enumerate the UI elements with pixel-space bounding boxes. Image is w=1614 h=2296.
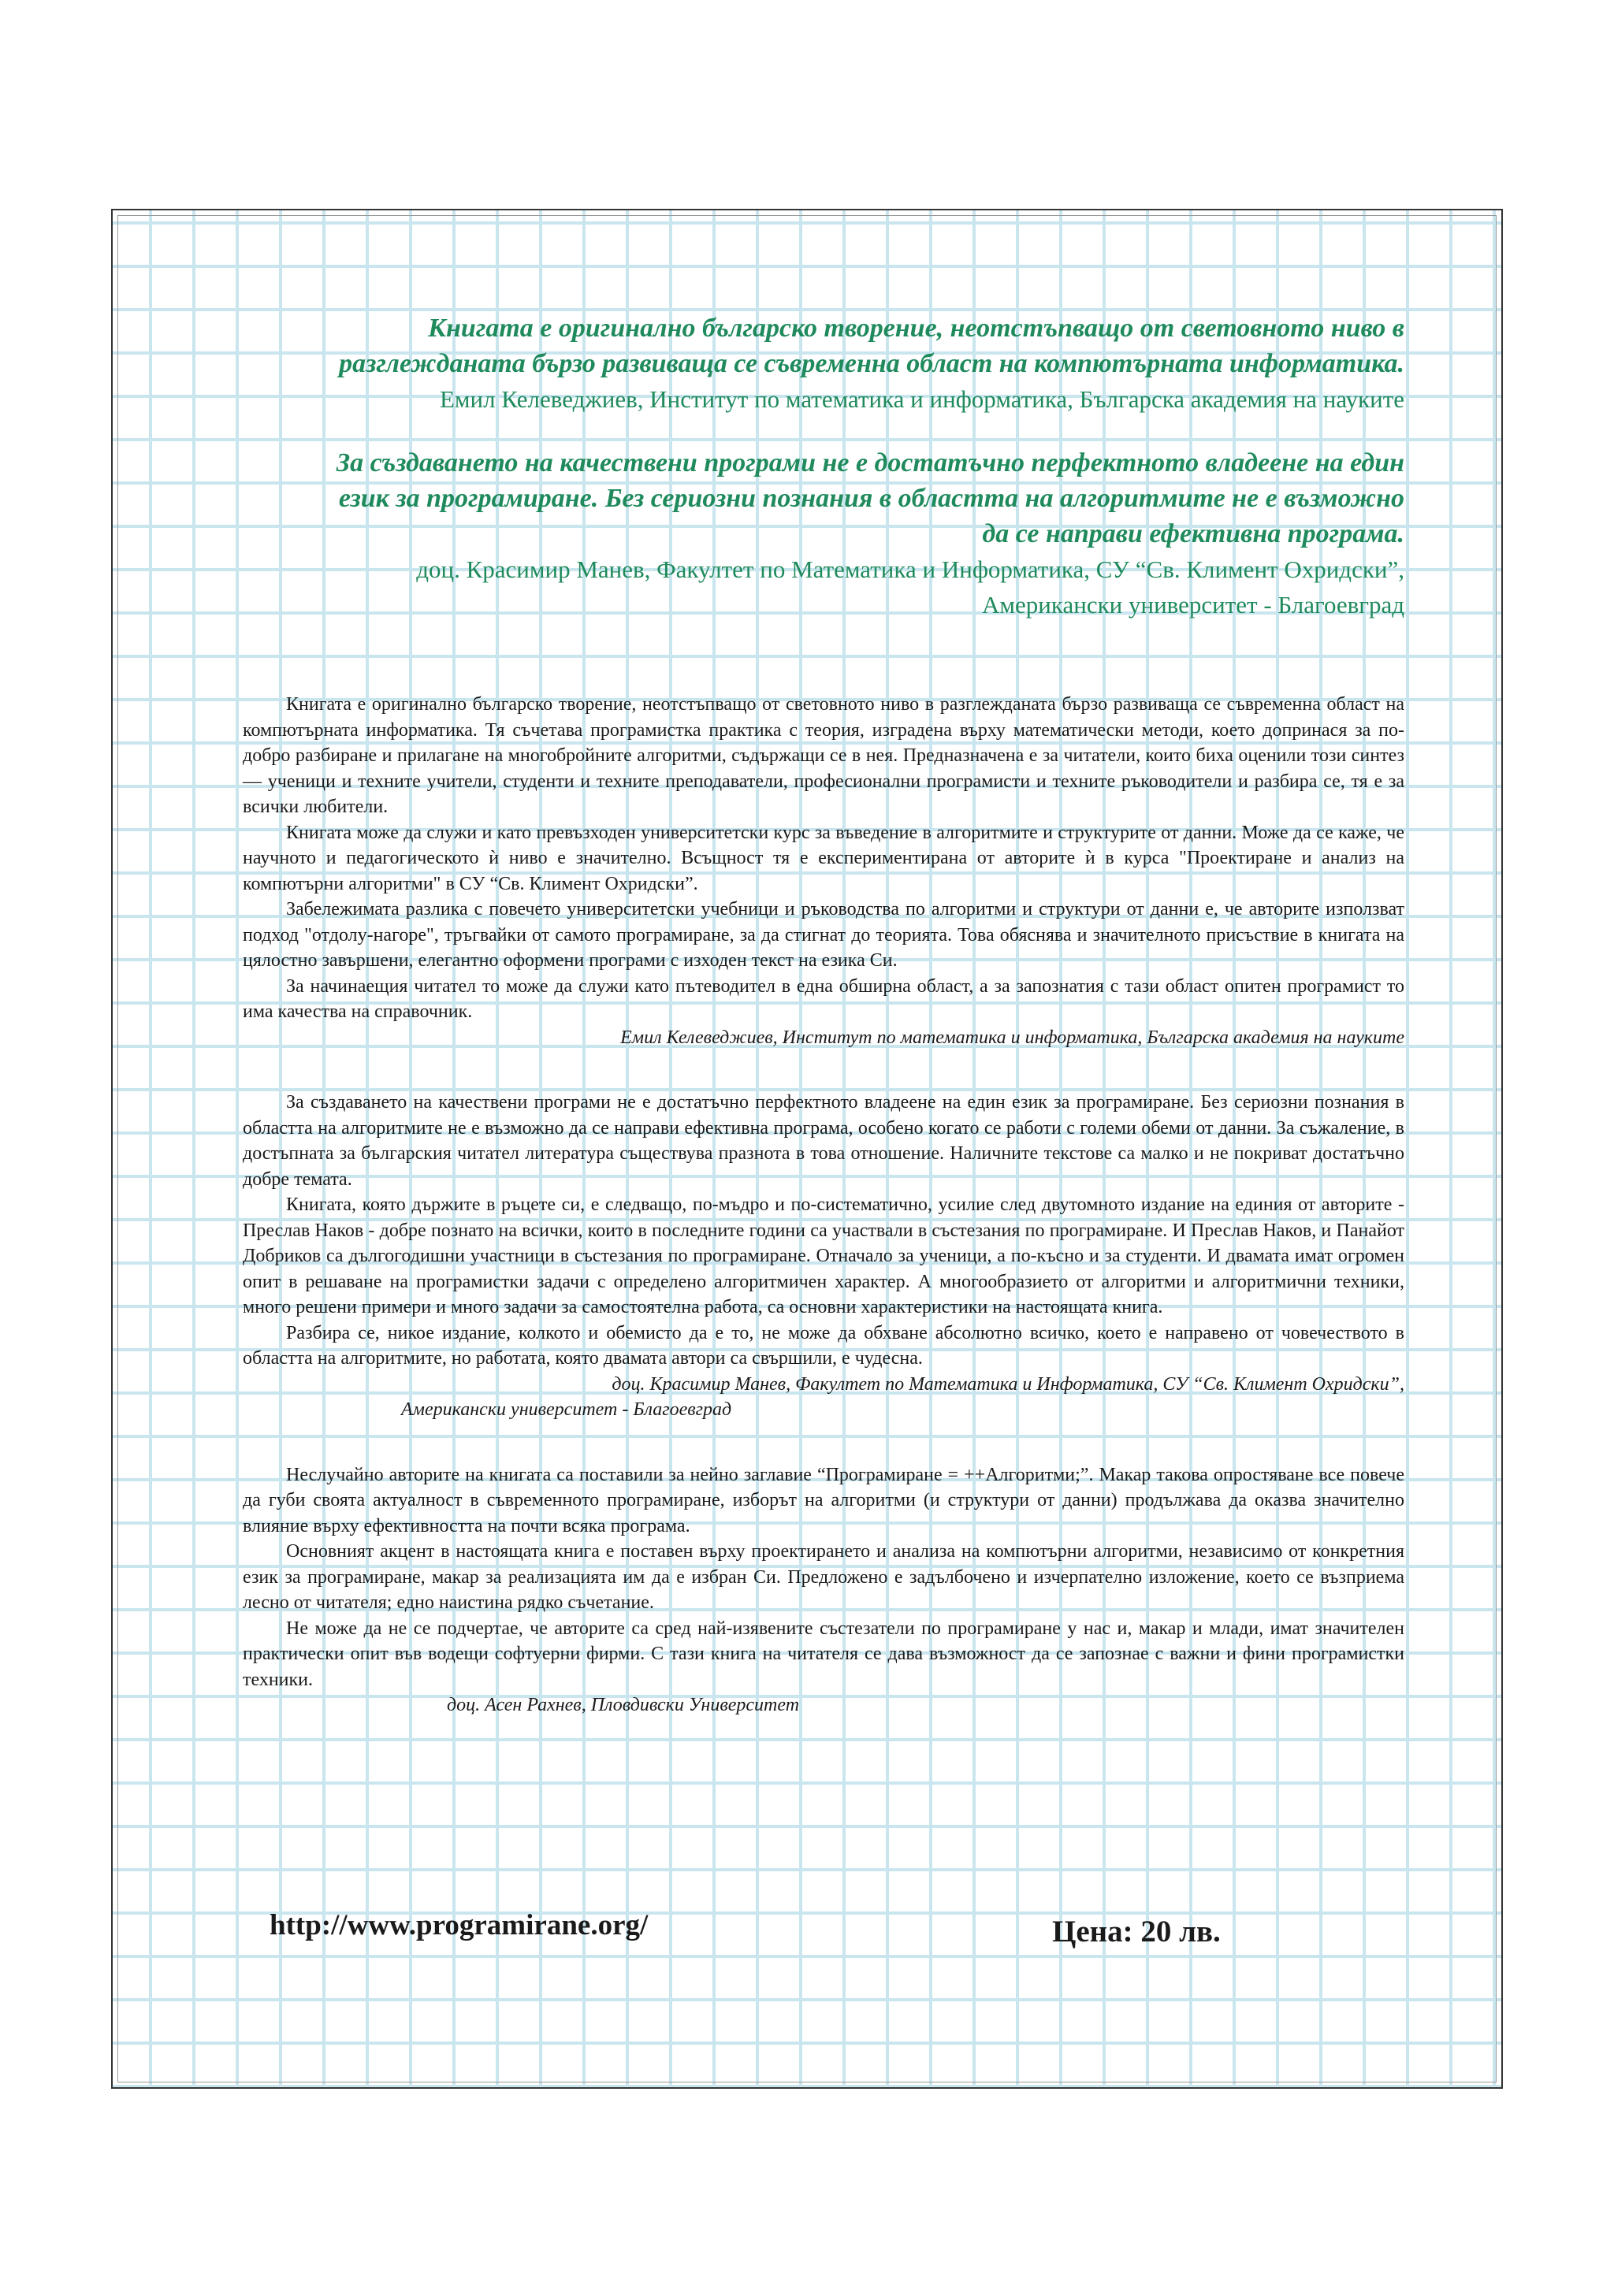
- review-paragraph: Основният акцент в настоящата книга е поставен върху проектирането и анализа на компютърни алгоритми, независимо от конкретния език за програмиране, макар за реализацията им да е избран Си. Предложено е задълбочено и изчерпателно изложение, което се възприема лесно от читателя; едно наистина рядко съчетание.: [243, 1541, 1404, 1613]
- review-paragraph: За начинаещия читател то може да служи като пътеводител в една обширна област, а за запознатия с тази област опитен програмист то има качества на справочник.: [243, 975, 1404, 1022]
- review-1: [243, 692, 1404, 1050]
- cover-content: [243, 310, 1404, 1718]
- review-signature: доц. Красимир Манев, Факултет по Математика и Информатика, СУ “Св. Климент Охридски”,: [612, 1373, 1404, 1395]
- review-paragraph: За създаването на качествени програми не е достатъчно перфектното владеене на един език за програмиране. Без сериозни познания в областта на алгоритмите не е възможно да се направи ефективна програма, особено когато се работи с големи обеми от данни. За съжаление, в достъпната за българския читател литература съществува празнота в това отношение. Наличните текстове са малко и не покриват достатъчно добре темата.: [243, 1092, 1404, 1190]
- review-paragraph: Забележимата разлика с повечето университетски учебници и ръководства по алгоритми и структури от данни е, че авторите използват подход "отдолу-нагоре", тръгвайки от самото програмиране, за да стигнат до теорията. Това обяснява и значителното присъствие в книгата на цялостно завършени, елегантно оформени програми с изходен текст на езика Си.: [243, 899, 1404, 971]
- quote-author: доц. Красимир Манев, Факултет по Математика и Информатика, СУ “Св. Климент Охридски”,: [416, 555, 1404, 583]
- review-2: [243, 1090, 1404, 1423]
- review-signature: доц. Асен Рахнев, Пловдивски Университет: [447, 1695, 800, 1715]
- review-3: [243, 1462, 1404, 1718]
- quote-author: Емил Келеведжиев, Институт по математика и информатика, Българска академия на науките: [439, 385, 1404, 413]
- quote-line: език за програмиране. Без сериозни познания в областта на алгоритмите не е възможно: [338, 484, 1404, 513]
- review-paragraph: Книгата е оригинално българско творение, неотстъпващо от световното ниво в разглежданата бързо развиваща се съвременна област на компютърната информатика. Тя съчетава програмистка практика с теория, изградена върху математически методи, което допринася за по-добро разбиране и прилагане на многобройните алгоритми, съдържащи се в нея. Предназначена е за читатели, които биха оценили този синтез — ученици и техните учители, студенти и техните преподаватели, професионални програмисти и техните ръководители и разбира се, тя е за всички любители.: [243, 694, 1404, 817]
- praise-quote-2: [243, 445, 1404, 622]
- quote-line: разглежданата бързо развиваща се съвременна област на компютърната информатика.: [339, 349, 1404, 378]
- quote-line: За създаването на качествени програми не е достатъчно перфектното владеене на един: [336, 448, 1404, 477]
- review-signature: Американски университет - Благоевград: [401, 1399, 732, 1420]
- review-paragraph: Неслучайно авторите на книгата са поставили за нейно заглавие “Програмиране = ++Алгоритми;”. Макар такова опростяване все повече да губи своята актуалност в съвременното програмиране, изборът на алгоритми (и структури от данни) продължава да оказва значително влияние върху ефективността на почти всяка програма.: [243, 1464, 1404, 1536]
- review-paragraph: Книгата може да служи и като превъзходен университетски курс за въведение в алгоритмите и структурите от данни. Може да се каже, че научното и педагогическото ѝ ниво е значително. Всъщност тя е експериментирана от авторите ѝ в курса "Проектиране и анализ на компютърни алгоритми" в СУ “Св. Климент Охридски”.: [243, 822, 1404, 894]
- website-url: http://www.programirane.org/: [270, 1909, 649, 1941]
- quote-line: Книгата е оригинално българско творение, неотстъпващо от световното ниво в: [427, 314, 1404, 343]
- quote-author: Американски университет - Благоевград: [982, 591, 1404, 619]
- back-cover-sheet: [111, 209, 1503, 2089]
- quote-line: да се направи ефективна програма.: [982, 519, 1404, 548]
- review-paragraph: Не може да не се подчертае, че авторите са сред най-изявените състезатели по програмиране у нас и, макар и млади, имат значителен практически опит във водещи софтуерни фирми. С тази книга на читателя се дава възможност да се запознае с важни и фини програмистки техники.: [243, 1618, 1404, 1690]
- price-label: Цена: 20 лв.: [1052, 1915, 1221, 1949]
- review-signature: Емил Келеведжиев, Институт по математика и информатика, Българска академия на науките: [620, 1027, 1404, 1048]
- praise-quote-1: [243, 310, 1404, 417]
- review-paragraph: Книгата, която държите в ръцете си, е следващо, по-мъдро и по-систематично, усилие след двутомното издание на единия от авторите - Преслав Наков - добре познато на всички, които в последните години са участвали в състезания по програмиране. И Преслав Наков, и Панайот Добриков са дългогодишни участници в състезания по програмиране. Отначало за ученици, а по-късно и за студенти. И двамата имат огромен опит в решаване на програмистки задачи с определено алгоритмичен характер. А многообразието от алгоритми и алгоритмични техники, много решени примери и много задачи за самостоятелна работа, са основни характеристики на настоящата книга.: [243, 1194, 1404, 1317]
- review-paragraph: Разбира се, никое издание, колкото и обемисто да е то, не може да обхване абсолютно всичко, което е направено от човечеството в областта на алгоритмите, но работата, която двамата автори са свършили, е чудесна.: [243, 1322, 1404, 1369]
